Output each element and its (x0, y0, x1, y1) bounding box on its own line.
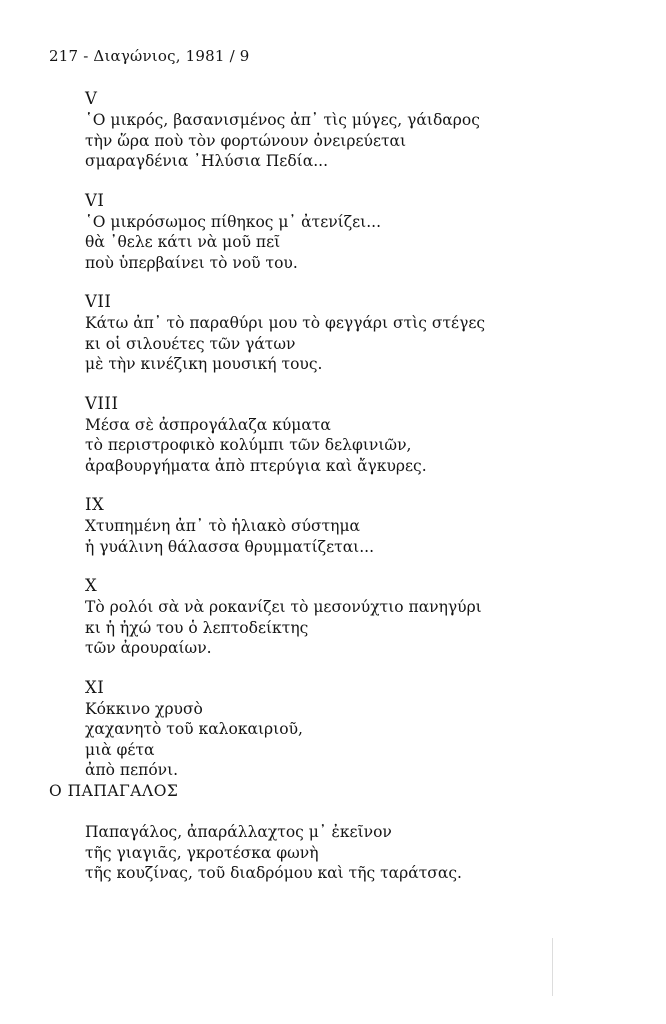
poem-sections (85, 88, 645, 799)
poem-line: Κάτω ἀπ᾿ τὸ παραθύρι μου τὸ φεγγάρι στὶς στέγες (85, 314, 486, 332)
poem-line: θὰ ᾿θελε κάτι νὰ μοῦ πεῖ (85, 233, 281, 251)
page-edge-mark (552, 938, 553, 996)
poem-line: Κόκκινο χρυσὸ (85, 699, 203, 718)
poem-line: ἀραβουργήματα ἀπὸ πτερύγια καὶ ἄγκυρες. (85, 456, 427, 475)
section-numeral: XI (85, 677, 105, 697)
poem-line: ἀπὸ πεπόνι. (85, 761, 179, 779)
poem-line: ῾Ο μικρόσωμος πίθηκος μ᾿ ἀτενίζει... (85, 212, 382, 231)
poem-section-5 (85, 88, 645, 172)
poem-line: ῾Ο μικρός, βασανισμένος ἀπ᾿ τὶς μύγες, γάιδαρος (85, 111, 480, 129)
poem-section-8 (85, 393, 645, 477)
poem-line: Μέσα σὲ ἀσπρογάλαζα κύματα (85, 415, 331, 434)
section-numeral: VIII (85, 393, 119, 413)
poem-line: τῶν ἀρουραίων. (85, 639, 212, 657)
poem-line: χαχανητὸ τοῦ καλοκαιριοῦ, (85, 720, 303, 738)
poem-line: μὲ τὴν κινέζικη μουσική τους. (85, 355, 323, 373)
section-numeral: X (85, 576, 98, 595)
poem-line: ἡ γυάλινη θάλασσα θρυμματίζεται... (85, 537, 375, 556)
poem-line: μιὰ φέτα (85, 740, 155, 759)
poem-line: τὸ περιστροφικὸ κολύμπι τῶν δελφινιῶν, (85, 436, 412, 454)
poem-line: ποὺ ὑπερβαίνει τὸ νοῦ του. (85, 253, 298, 272)
poem-section-6 (85, 190, 645, 274)
section-numeral: V (85, 89, 98, 108)
page-header: 217 - Διαγώνιος, 1981 / 9 (49, 47, 250, 65)
poem-line: τῆς γιαγιᾶς, γκροτέσκα φωνὴ (85, 843, 319, 862)
section-numeral: VII (85, 292, 112, 311)
poem-line: σμαραγδένια ᾿Ηλύσια Πεδία... (85, 152, 328, 170)
second-poem (85, 822, 645, 884)
section-numeral: IX (85, 495, 105, 514)
poem-title: Ο ΠΑΠΑΓΑΛΟΣ (49, 782, 179, 800)
poem-line: κι οἱ σιλουέτες τῶν γάτων (85, 334, 296, 353)
poem-section-11 (85, 677, 645, 781)
poem-section-7 (85, 291, 645, 375)
poem-line: τὴν ὥρα ποὺ τὸν φορτώνουν ὀνειρεύεται (85, 131, 407, 150)
poem-line: τῆς κουζίνας, τοῦ διαδρόμου καὶ τῆς ταράτσας. (85, 864, 462, 882)
poem-line: Χτυπημένη ἀπ᾿ τὸ ἡλιακὸ σύστημα (85, 517, 360, 535)
poem-section-10 (85, 575, 645, 659)
poem-line: κι ἡ ἠχώ του ὁ λεπτοδείκτης (85, 618, 309, 637)
section-numeral: VI (85, 190, 105, 210)
poem-section-9 (85, 494, 645, 557)
poem-line: Παπαγάλος, ἀπαράλλαχτος μ᾿ ἐκεῖνον (85, 823, 392, 841)
poem-line: Τὸ ρολόι σὰ νὰ ροκανίζει τὸ μεσονύχτιο πανηγύρι (85, 598, 482, 616)
